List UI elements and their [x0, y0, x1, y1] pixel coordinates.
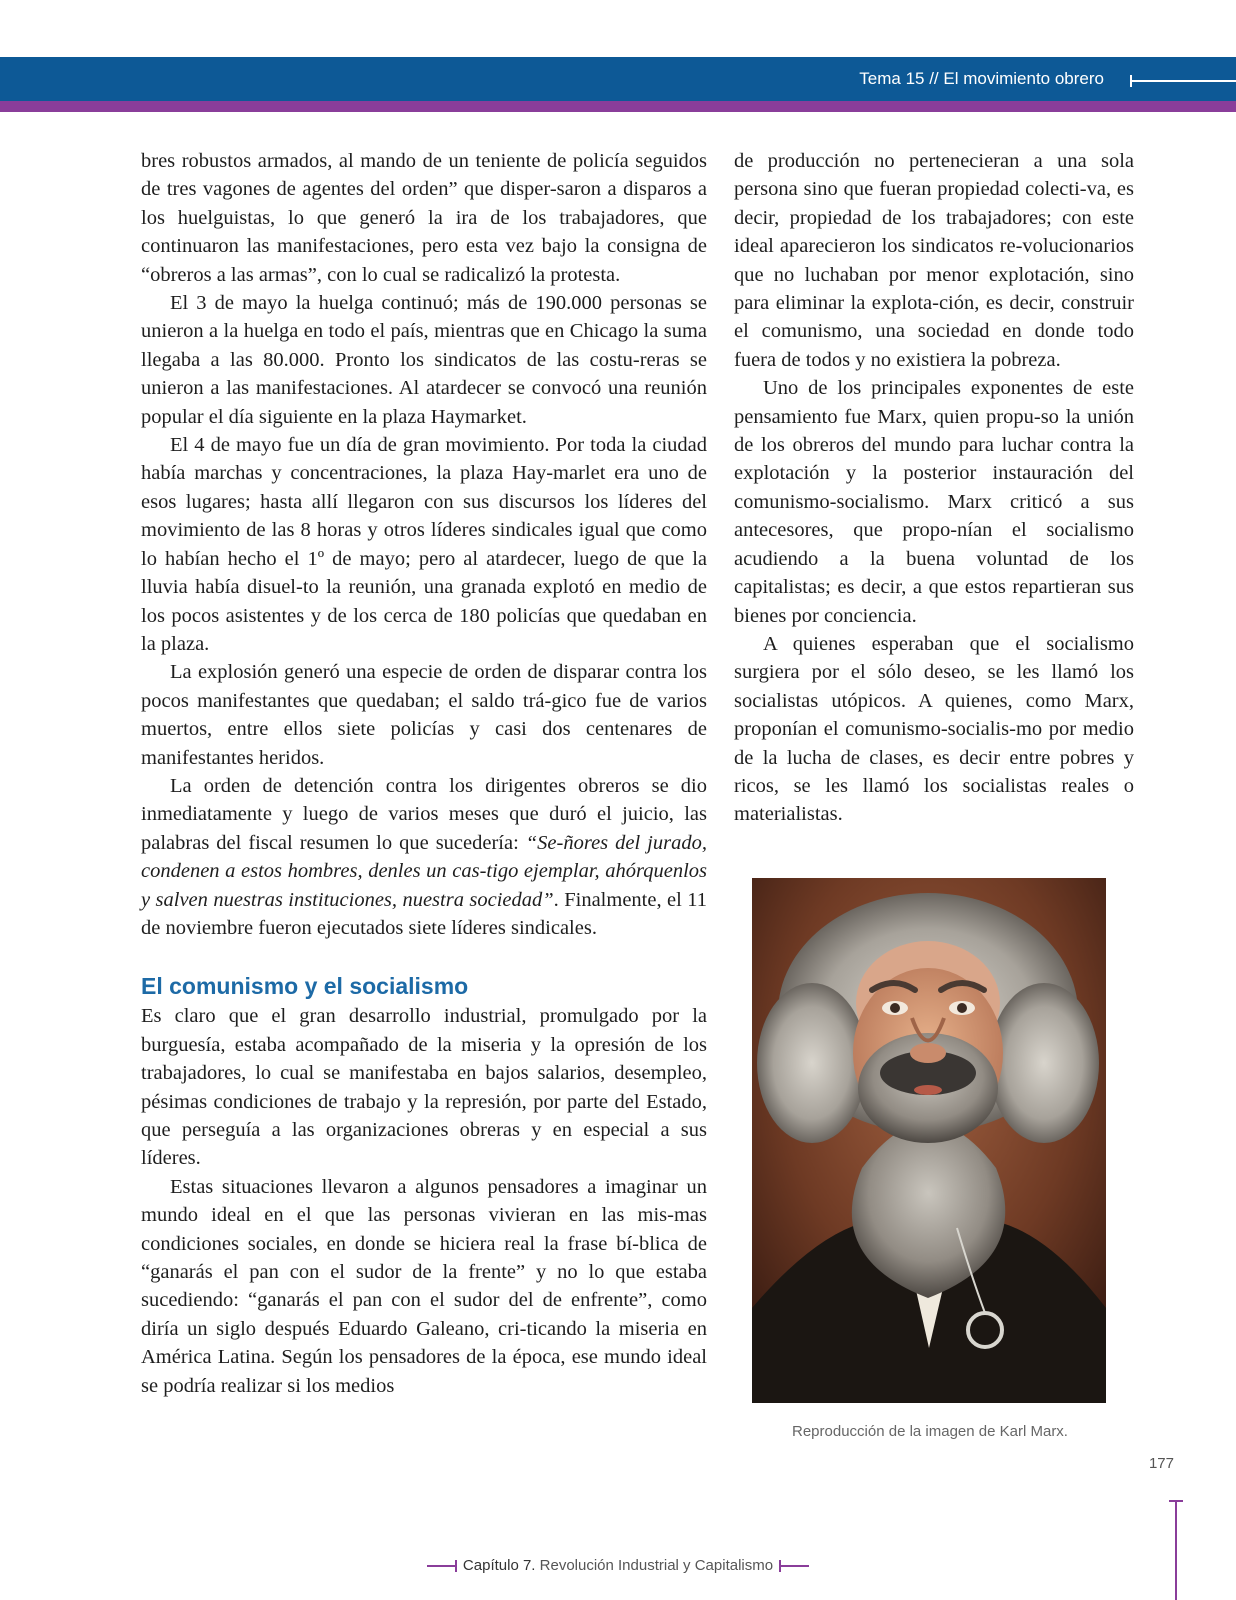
body-paragraph: Estas situaciones llevaron a algunos pensadores a imaginar un mundo ideal en el que las personas vivieran en las mis-mas condiciones sociales, en donde se hiciera real la frase bí-blica de “ganarás el pan con el sudor de la frente” y no lo que estaba sucediendo: “ganarás el pan con el sudor del de enfrente”, como diría un siglo después Eduardo Galeano, cri-ticando la miseria en América Latina. Según los pensadores de la época, ese mundo ideal se podría realizar si los medios [141, 1175, 707, 1397]
left-column [141, 147, 707, 1400]
header-accent-stripe [0, 101, 1236, 112]
body-paragraph: El 4 de mayo fue un día de gran movimiento. Por toda la ciudad había marchas y concentraciones, la plaza Hay-marlet era uno de esos lugares; hasta allí llegaron con sus discursos los líderes del movimiento de las 8 horas y otros líderes sindicales igual que como lo habían hecho el 1º de mayo; pero al atardecer, luego de que la lluvia había disuel-to la reunión, una granada explotó en medio de los pocos asistentes y de los cerca de 180 policías que quedaban en la plaza. [141, 434, 707, 655]
body-paragraph: El 3 de mayo la huelga continuó; más de 190.000 personas se unieron a la huelga en todo el país, mientras que en Chicago la suma llegaba a las 80.000. Pronto los sindicatos de las costu-reras se unieron a las manifestaciones. Al atardecer se convocó una reunión popular el día siguiente en la plaza Haymarket. [141, 292, 707, 428]
karl-marx-portrait [752, 878, 1106, 1403]
topic-title: Tema 15 // El movimiento obrero [859, 69, 1104, 88]
footer-chapter [463, 1556, 773, 1576]
side-rule-cap [1169, 1500, 1183, 1502]
header-rule [1130, 80, 1236, 82]
footer-chapter-number: Capítulo 7. [462, 1557, 536, 1574]
section-heading: El comunismo y el socialismo [141, 973, 469, 1000]
body-paragraph: bres robustos armados, al mando de un teniente de policía seguidos de tres vagones de agentes del orden” que disper-saron a disparos a los huelguistas, lo que generó la ira de los trabajadores, que continuaron las manifestaciones, pero esta vez bajo la consigna de “obreros a las armas”, con lo cual se radicalizó la protesta. [141, 150, 707, 286]
body-paragraph: de producción no pertenecieran a una sola persona sino que fueran propiedad colecti-va, es decir, propiedad de los trabajadores; con este ideal aparecieron los sindicatos re-volucionarios que no luchaban por menor explotación, sino para eliminar la explota-ción, es decir, construir el comunismo, una sociedad en donde todo fuera de todos y no existiera la pobreza. [734, 150, 1134, 371]
footer-chapter-title: Revolución Industrial y Capitalismo [539, 1557, 774, 1574]
header-rule-cap [1130, 75, 1132, 87]
page-number: 177 [1148, 1455, 1174, 1472]
right-column [734, 147, 1134, 829]
footer-rule-left [427, 1565, 457, 1567]
side-rule [1175, 1500, 1177, 1600]
body-paragraph: A quienes esperaban que el socialismo surgiera por el sólo deseo, se les llamó los socialistas utópicos. A quienes, como Marx, proponían el comunismo-socialis-mo por medio de la lucha de clases, es decir entre pobres y ricos, se les llamó los socialistas reales o materialistas. [734, 632, 1134, 826]
figure-caption: Reproducción de la imagen de Karl Marx. [792, 1423, 1068, 1440]
body-paragraph: La explosión generó una especie de orden de disparar contra los pocos manifestantes que quedaban; el saldo trá-gico fue de varios muertos, entre ellos siete policías y casi dos centenares de manifestantes heridos. [141, 661, 707, 769]
footer-rule-right [779, 1565, 809, 1567]
body-paragraph: Es claro que el gran desarrollo industrial, promulgado por la burguesía, estaba acompañado de la miseria y la opresión de los trabajadores, lo cual se manifestaba en bajos salarios, desempleo, pésimas condiciones de trabajo y la represión, por parte del Estado, que perseguía a las organizaciones obreras y en especial a sus líderes. [141, 1005, 707, 1170]
body-paragraph-trial [141, 772, 707, 942]
footer [0, 1553, 1236, 1576]
trial-text-end: . Finalmente, el 11 de noviembre fueron ejecutados siete líderes sindicales. [141, 888, 707, 939]
prosecutor-quote: “Se-ñores del jurado, condenen a estos hombres, denles un cas-tigo ejemplar, ahórquenlos y salven nuestras instituciones, nuestra sociedad” [141, 831, 707, 911]
body-paragraph: Uno de los principales exponentes de este pensamiento fue Marx, quien propu-so la unión de los obreros del mundo para luchar contra la explotación y la posterior instauración del comunismo-socialismo. Marx criticó a sus antecesores, que propo-nían el socialismo acudiendo a la buena voluntad de los capitalistas; es decir, a que estos repartieran sus bienes por conciencia. [734, 377, 1134, 627]
trial-text: La orden de detención contra los dirigentes obreros se dio inmediatamente y luego de varios meses que duró el juicio, las palabras del fiscal resumen lo que sucedería: [141, 774, 707, 854]
